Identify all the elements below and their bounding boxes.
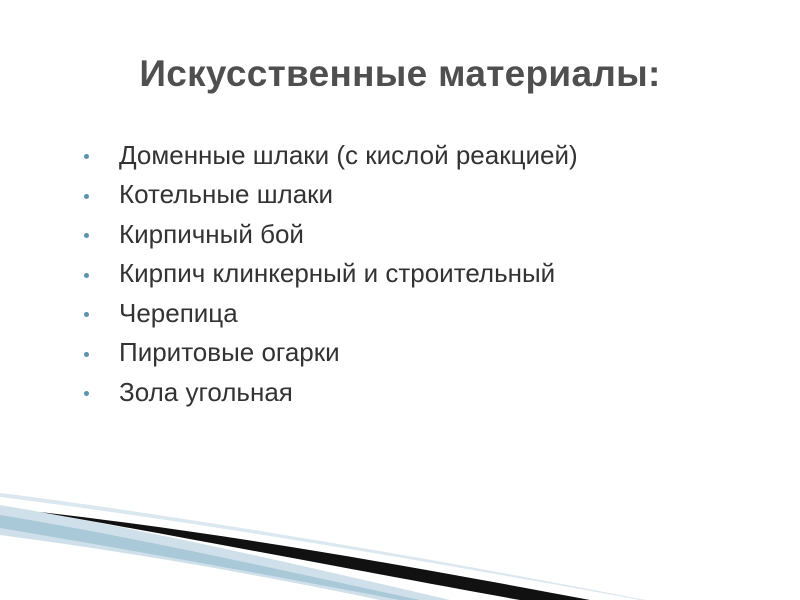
list-item — [84, 254, 578, 294]
swoosh-thin-line — [0, 493, 646, 600]
swoosh-light-band-inner — [0, 515, 420, 600]
list-item-text: Зола угольная — [119, 376, 293, 407]
bullet-list — [84, 135, 578, 412]
bullet-icon — [84, 273, 89, 278]
list-item-text: Кирпичный бой — [119, 218, 304, 249]
swoosh-light-band — [0, 505, 450, 600]
list-item — [84, 333, 578, 373]
bullet-icon — [84, 352, 89, 357]
swoosh-dark-band — [40, 512, 590, 600]
list-item — [84, 135, 578, 175]
bullet-icon — [84, 312, 89, 317]
list-item — [84, 372, 578, 412]
bullet-icon — [84, 154, 89, 159]
bullet-icon — [84, 233, 89, 238]
list-item — [84, 293, 578, 333]
slide-title: Искусственные материалы: — [139, 53, 661, 94]
bullet-icon — [84, 194, 89, 199]
list-item-text: Черепица — [119, 297, 238, 328]
list-item-text: Доменные шлаки (с кислой реакцией) — [119, 139, 578, 170]
list-item-text: Кирпич клинкерный и строительный — [119, 258, 556, 289]
bullet-icon — [84, 391, 89, 396]
list-item — [84, 175, 578, 215]
list-item-text: Пиритовые огарки — [119, 337, 340, 368]
list-item — [84, 214, 578, 254]
list-item-text: Котельные шлаки — [119, 179, 334, 210]
